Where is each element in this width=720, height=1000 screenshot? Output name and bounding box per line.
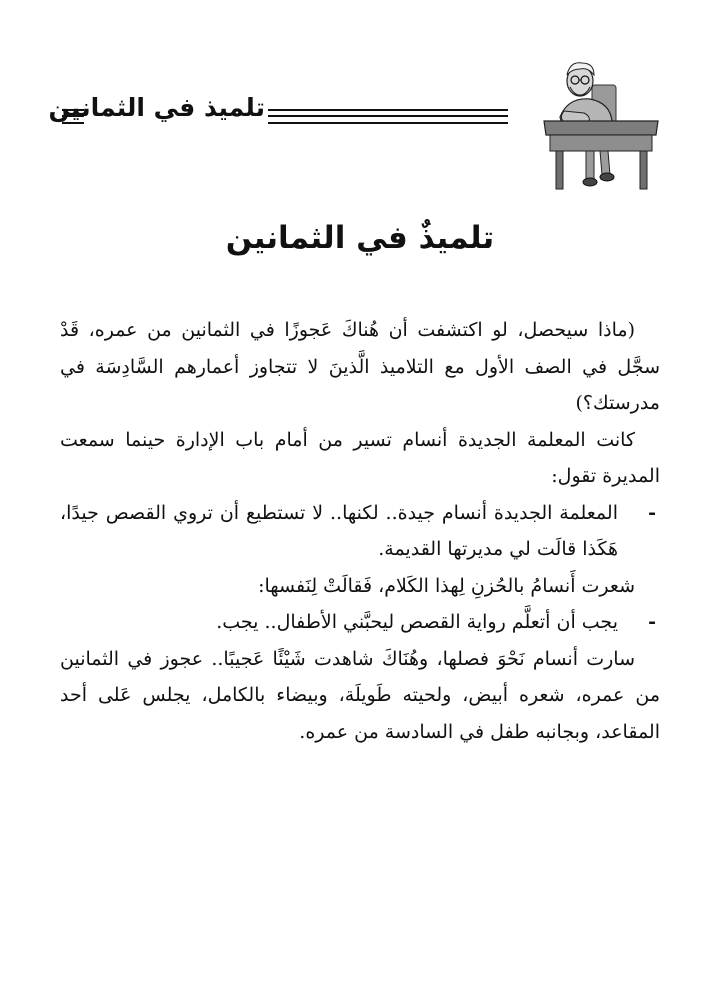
decorative-lines-right: [268, 109, 508, 124]
dialogue-item: [60, 604, 660, 641]
running-title: تلميذ في الثمانين: [48, 93, 265, 122]
dash-marker: -: [648, 501, 656, 524]
paragraph-sadness: شعرت أَنسامُ بالحُزنِ لِهذا الكَلام، فَقالَتْ لِنَفسها:: [258, 574, 635, 597]
body-text: [60, 312, 660, 750]
paragraph-teacher-walking: كانت المعلمة الجديدة أنسام تسير من أمام باب الإدارة حينما سمعت المديرة تقول:: [60, 428, 660, 487]
paragraph-intro: (ماذا سيحصل، لو اكتشفت أن هُناكَ عَجوزًا في الثمانين من عمره، قَدْ سجَّل في الصف الأول مع التلاميذ الَّذينَ لا تتجاوز أعمارهم السَّادِسَة في مدرستك؟): [60, 319, 660, 414]
page-header: [50, 55, 660, 190]
dialogue-text: يجب أن أتعلَّم رواية القصص ليحبَّني الأطفال.. يجب.: [216, 611, 618, 633]
dash-marker: -: [648, 611, 656, 633]
old-man-at-desk-illustration: [508, 55, 660, 190]
dialogue-text: المعلمة الجديدة أنسام جيدة.. لكنها.. لا تستطيع أن تروي القصص جيدًا، هَكَذا قالَت لي مديرتها القديمة.: [60, 501, 618, 560]
chapter-title: تلميذٌ في الثمانين: [225, 220, 495, 256]
dialogue-item: [60, 495, 660, 568]
paragraph-classroom: سارت أنسام نَحْوَ فصلها، وهُنَاكَ شاهدت شَيْئًا عَجيبًا.. عجوز في الثمانين من عمره، شعره أبيض، ولحيته طَويلَة، وبيضاء بالكامل، يجلس عَلى أحد المقاعد، وبجانبه طفل في السادسة من عمره.: [60, 647, 660, 743]
